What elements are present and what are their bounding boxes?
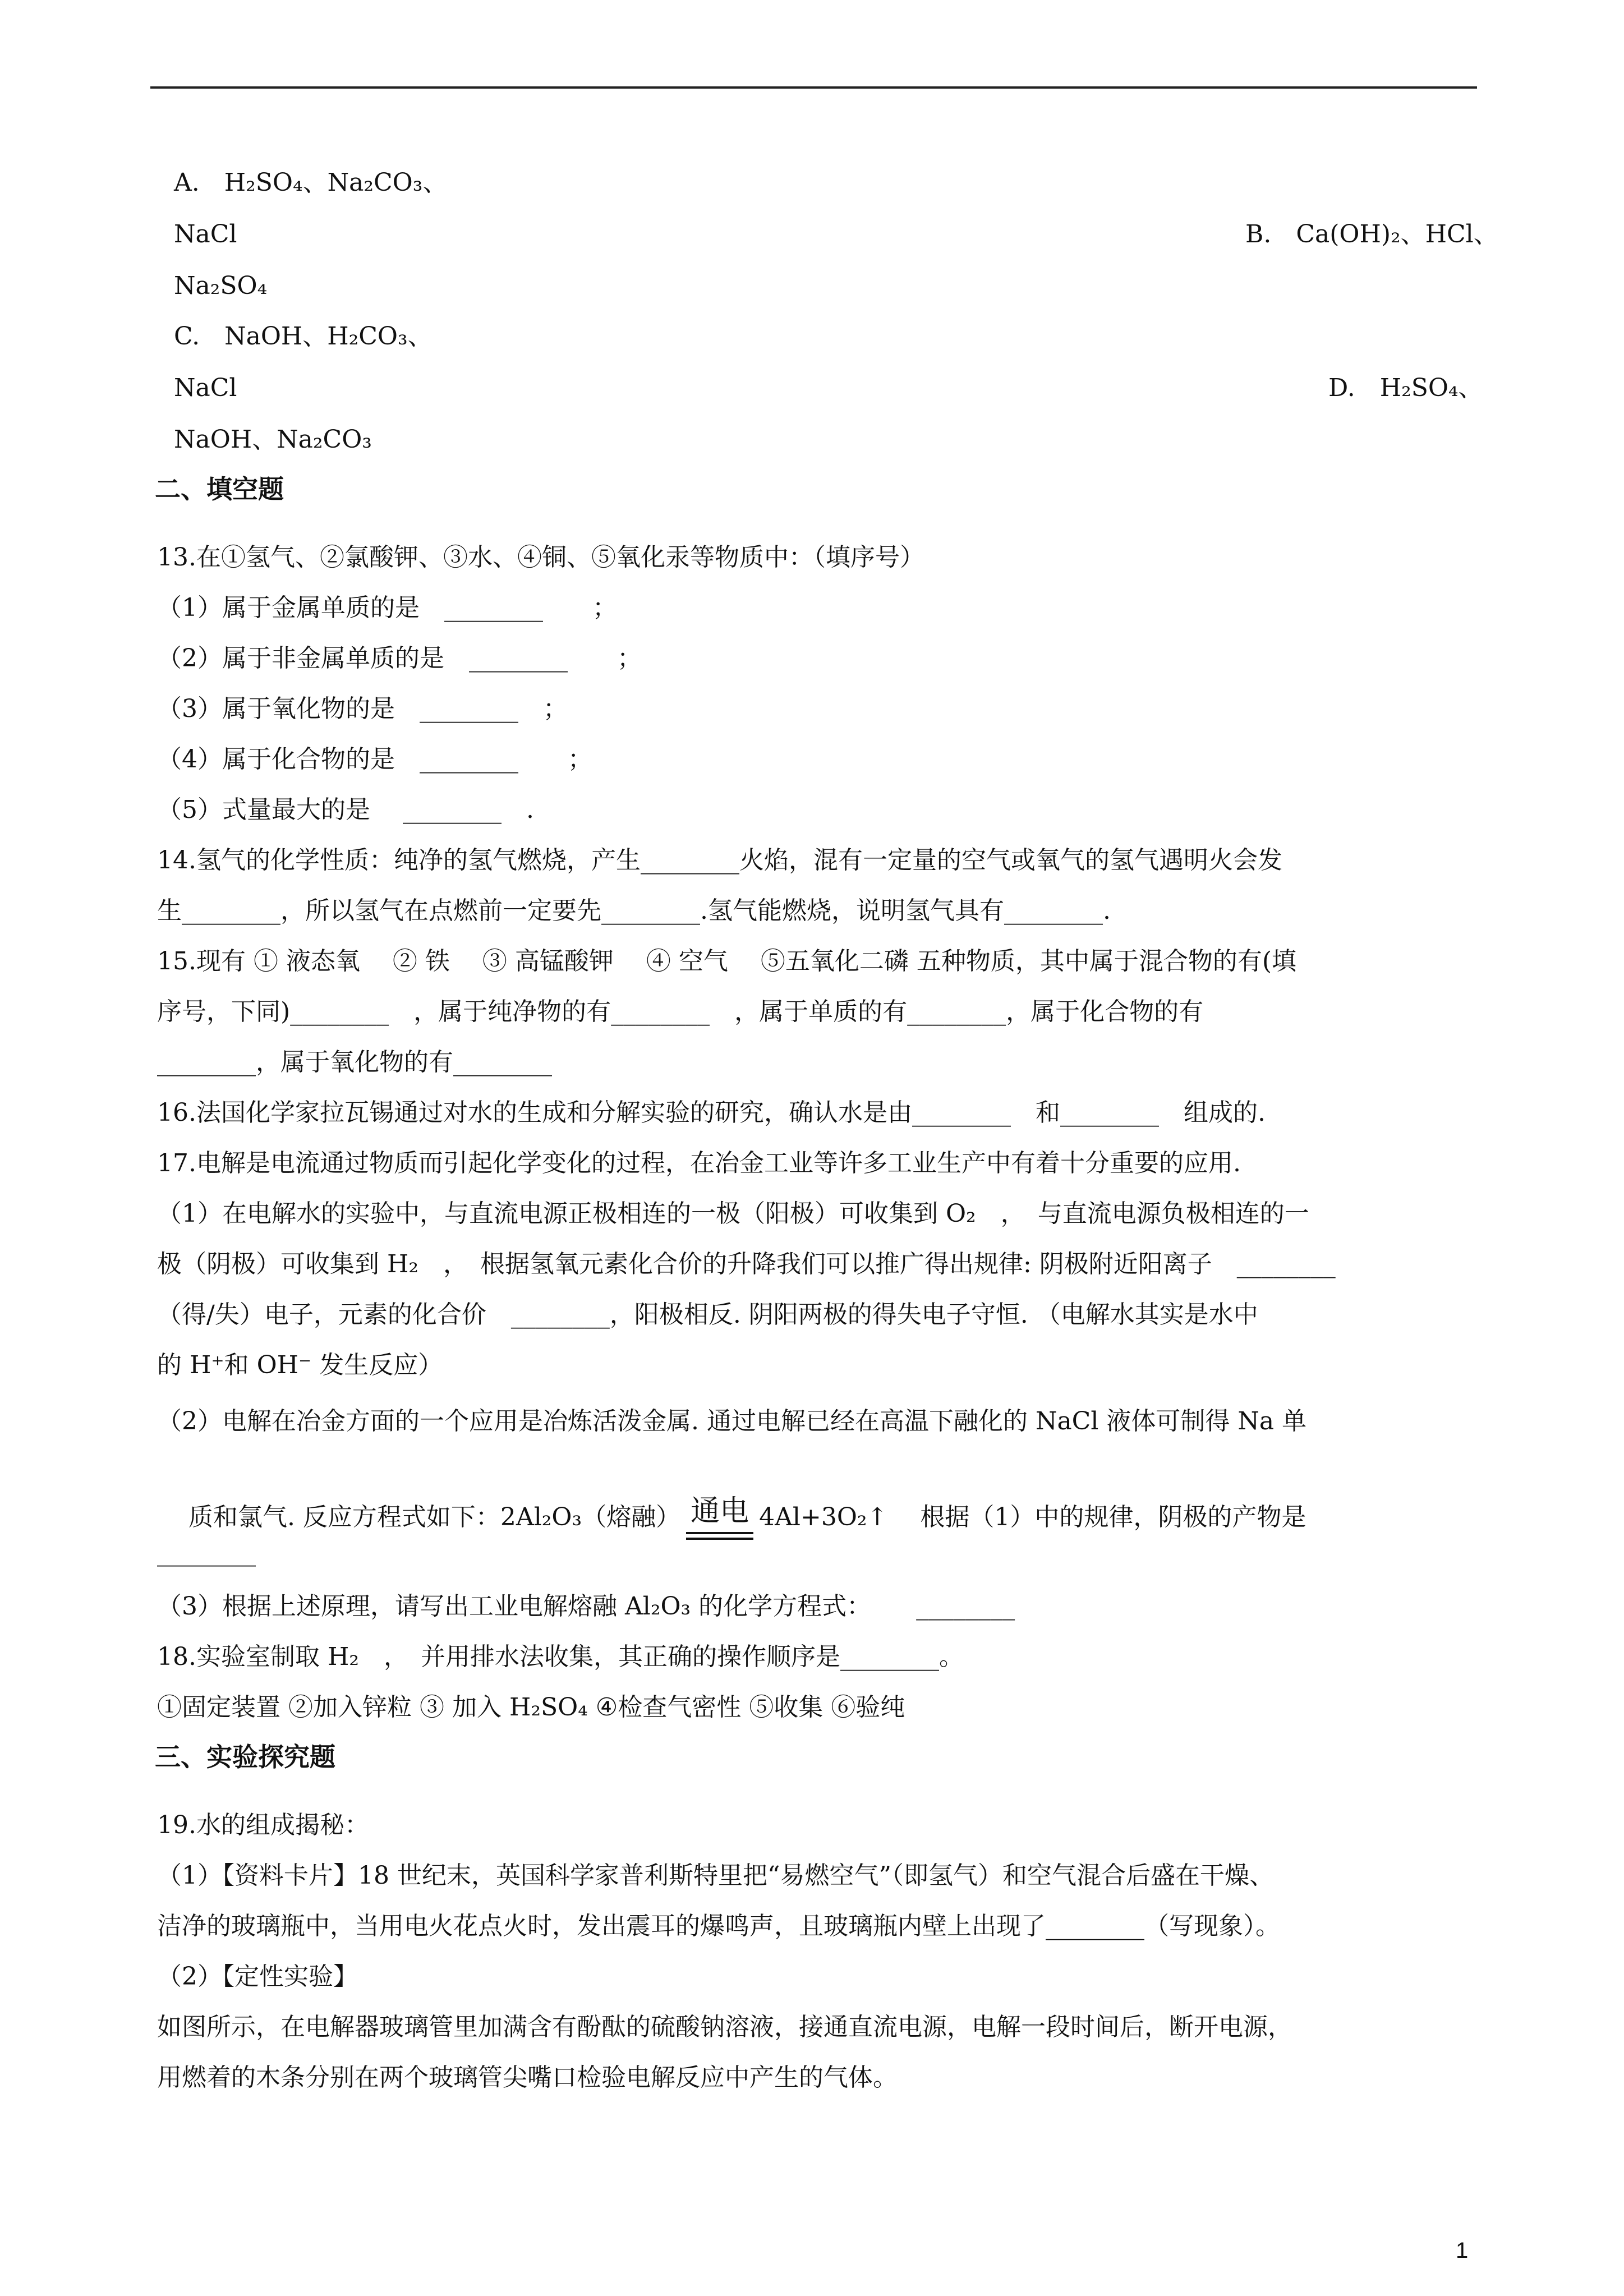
equation-left: 质和氯气. 反应方程式如下：2Al₂O₃（熔融） — [188, 1503, 681, 1531]
question-17-part1-line2: 极（阴极）可收集到 H₂ ， 根据氢氧元素化合价的升降我们可以推广得出规律: 阴极附近阳离子 ________ — [157, 1250, 1336, 1278]
question-16: 16.法国化学家拉瓦锡通过对水的生成和分解实验的研究，确认水是由________ 和________ 组成的. — [157, 1098, 1266, 1127]
question-18-line-2: ①固定装置 ②加入锌粒 ③ 加入 H₂SO₄ ④检查气密性 ⑤收集 ⑥验纯 — [157, 1693, 905, 1722]
header-rule — [150, 86, 1477, 89]
question-14-line-2: 生________，所以氢气在点燃前一定要先________.氢气能燃烧，说明氢气具有________. — [157, 896, 1111, 925]
page-number: 1 — [1456, 2238, 1469, 2263]
question-17-part3: （3）根据上述原理，请写出工业电解熔融 Al₂O₃ 的化学方程式： ________ — [157, 1592, 1015, 1621]
option-b-line2: Na₂SO₄ — [174, 272, 268, 300]
question-17-part1-line3: （得/失）电子，元素的化合价 ________，阳极相反. 阴阳两极的得失电子守恒. （电解水其实是水中 — [157, 1300, 1258, 1329]
option-c-line1: C. NaOH、H₂CO₃、 — [174, 322, 433, 351]
question-17-stem: 17.电解是电流通过物质而引起化学变化的过程，在冶金工业等许多工业生产中有着十分重要的应用. — [157, 1149, 1241, 1177]
question-17-part1-line1: （1）在电解水的实验中，与直流电源正极相连的一极（阳极）可收集到 O₂ ， 与直流电源负极相连的一 — [157, 1199, 1309, 1228]
option-a-line2: NaCl — [174, 220, 237, 249]
question-15-line-1: 15.现有 ① 液态氧 ② 铁 ③ 高锰酸钾 ④ 空气 ⑤五氧化二磷 五种物质，其中属于混合物的有(填 — [157, 947, 1297, 976]
question-13-item-4: （4）属于化合物的是 ________ ； — [157, 745, 592, 774]
option-b-line1: B. Ca(OH)₂、HCl、 — [1245, 220, 1498, 249]
question-19-part2: （2）【定性实验】 — [157, 1962, 358, 1991]
question-15-line-2: 序号，下同)________ ，属于纯净物的有________ ，属于单质的有________，属于化合物的有 — [157, 997, 1204, 1026]
question-13-item-5: （5）式量最大的是 ________ . — [157, 795, 534, 824]
question-19-part1-line1: （1）【资料卡片】18 世纪末，英国科学家普利斯特里把“易燃空气”（即氢气）和空气混合后盛在干燥、 — [157, 1861, 1274, 1890]
question-14-line-1: 14.氢气的化学性质：纯净的氢气燃烧，产生________火焰，混有一定量的空气或氧气的氢气遇明火会发 — [157, 846, 1282, 875]
question-17-part2-line1: （2）电解在冶金方面的一个应用是冶炼活泼金属. 通过电解已经在高温下融化的 NaCl 液体可制得 Na 单 — [157, 1407, 1307, 1435]
question-18-line-1: 18.实验室制取 H₂ ， 并用排水法收集，其正确的操作顺序是________。 — [157, 1642, 964, 1671]
question-19-stem: 19.水的组成揭秘： — [157, 1811, 369, 1839]
reaction-condition-label: 通电 — [691, 1494, 749, 1528]
option-c-line2: NaCl — [174, 374, 237, 402]
question-17-part1-line4: 的 H⁺和 OH⁻ 发生反应） — [157, 1351, 443, 1379]
section-heading-fill-in: 二、填空题 — [155, 474, 284, 504]
reaction-condition-arrow — [686, 1494, 753, 1533]
question-19-part3-line2: 用燃着的木条分别在两个玻璃管尖嘴口检验电解反应中产生的气体。 — [157, 2063, 898, 2092]
option-d-line1: D. H₂SO₄、 — [1328, 374, 1483, 402]
section-heading-experiment: 三、实验探究题 — [155, 1742, 335, 1772]
question-17-part2-blank: ________ — [157, 1538, 256, 1567]
option-d-line2: NaOH、Na₂CO₃ — [174, 425, 372, 454]
question-15-line-3: ________，属于氧化物的有________ — [157, 1048, 552, 1076]
question-13-item-2: （2）属于非金属单质的是 ________ ； — [157, 644, 642, 673]
question-19-part1-line2: 洁净的玻璃瓶中，当用电火花点火时，发出震耳的爆鸣声，且玻璃瓶内壁上出现了________（写现象）。 — [157, 1912, 1280, 1940]
question-13-stem: 13.在①氢气、②氯酸钾、③水、④铜、⑤氧化汞等物质中：（填序号） — [157, 543, 924, 572]
question-17-part2-line2 — [157, 1469, 1306, 1565]
question-13-item-1: （1）属于金属单质的是 ________ ； — [157, 593, 617, 622]
equation-right: 4Al+3O₂↑ 根据（1）中的规律，阴极的产物是 — [759, 1503, 1306, 1531]
option-a-line1: A. H₂SO₄、Na₂CO₃、 — [174, 168, 448, 197]
question-13-item-3: （3）属于氧化物的是 ________ ； — [157, 694, 568, 723]
question-19-part3-line1: 如图所示，在电解器玻璃管里加满含有酚酞的硫酸钠溶液，接通直流电源，电解一段时间后，断开电源， — [157, 2013, 1292, 2041]
